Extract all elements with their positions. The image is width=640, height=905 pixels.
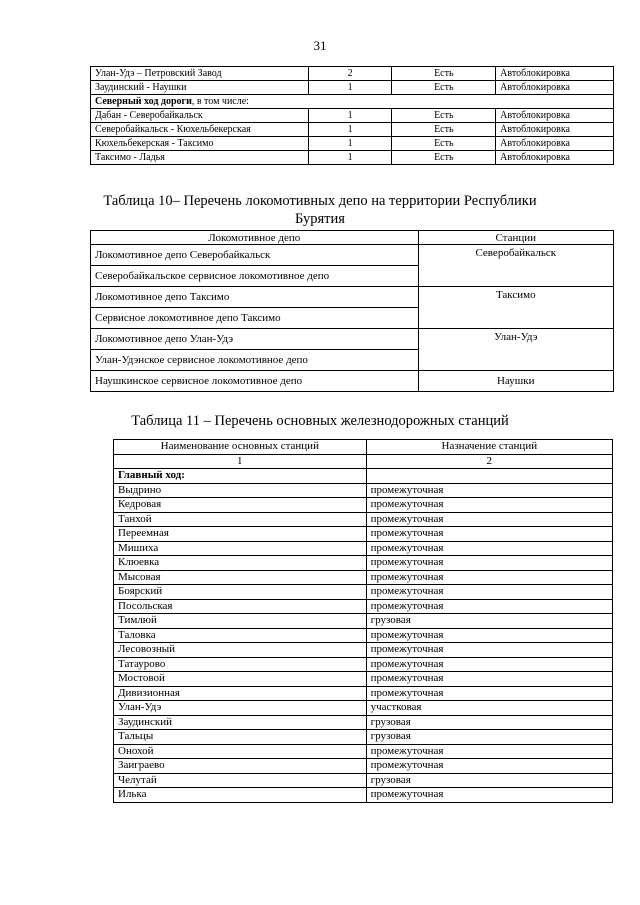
section-name-cell: Северобайкальск - Кюхельбекерская [91,123,309,137]
page-number: 31 [313,38,327,53]
station-cell: Таксимо [418,287,613,329]
track-count-cell: 1 [308,151,392,165]
station-name-cell: Заиграево [114,759,367,774]
table-row [114,730,613,745]
table-row [91,245,614,266]
station-purpose-cell: промежуточная [366,512,612,527]
table-row [114,744,613,759]
table-row [114,483,613,498]
station-name-cell: Челутай [114,773,367,788]
col-number-2: 2 [366,454,612,469]
table-row [114,657,613,672]
col-number-1: 1 [114,454,367,469]
depot-cell: Северобайкальское сервисное локомотивное депо [91,266,419,287]
track-count-cell: 1 [308,109,392,123]
station-purpose-cell: промежуточная [366,599,612,614]
station-purpose-cell: промежуточная [366,628,612,643]
section-name-cell: Улан-Удэ – Петровский Завод [91,67,309,81]
table-row [114,556,613,571]
station-purpose-cell: грузовая [366,715,612,730]
table-row [114,599,613,614]
section-label: Главный ход: [114,469,367,484]
table-row [91,151,614,165]
table-row [114,628,613,643]
station-name-cell: Таловка [114,628,367,643]
station-purpose-cell: промежуточная [366,744,612,759]
station-purpose-cell: промежуточная [366,657,612,672]
section-name-cell: Заудинский - Наушки [91,81,309,95]
station-name-cell: Мысовая [114,570,367,585]
depot-cell: Локомотивное депо Таксимо [91,287,419,308]
station-name-cell: Выдрино [114,483,367,498]
table11-caption: Таблица 11 – Перечень основных железнодорожных станций [131,413,509,429]
header-station: Станции [418,231,613,245]
availability-cell: Есть [392,137,496,151]
station-name-cell: Илька [114,788,367,803]
table-row [114,701,613,716]
station-name-cell: Татаурово [114,657,367,672]
table-row [91,67,614,81]
station-name-cell: Клюевка [114,556,367,571]
station-cell: Наушки [418,371,613,392]
station-name-cell: Дивизионная [114,686,367,701]
station-name-cell: Тимлюй [114,614,367,629]
table-row [114,570,613,585]
header-station-name: Наименование основных станций [114,440,367,455]
table-row [114,788,613,803]
track-count-cell: 1 [308,123,392,137]
section-row [91,95,614,109]
station-purpose-cell: грузовая [366,773,612,788]
table-row [114,585,613,600]
station-cell: Улан-Удэ [418,329,613,371]
section-label [91,95,614,109]
column-number-row [114,454,613,469]
station-purpose-cell: промежуточная [366,498,612,513]
station-name-cell: Посольская [114,599,367,614]
station-name-cell: Заудинский [114,715,367,730]
track-count-cell: 1 [308,137,392,151]
station-purpose-cell: промежуточная [366,643,612,658]
table-row [114,527,613,542]
block-type-cell: Автоблокировка [496,67,614,81]
table-row [114,715,613,730]
station-name-cell: Лесовозный [114,643,367,658]
section-name-cell: Дабан - Северобайкальск [91,109,309,123]
station-purpose-cell: участковая [366,701,612,716]
availability-cell: Есть [392,67,496,81]
section-label-rest: , в том числе: [191,95,249,107]
depot-cell: Улан-Удэнское сервисное локомотивное депо [91,350,419,371]
table-row [91,81,614,95]
station-purpose-cell: промежуточная [366,686,612,701]
station-name-cell: Онохой [114,744,367,759]
block-type-cell: Автоблокировка [496,81,614,95]
block-type-cell: Автоблокировка [496,123,614,137]
track-count-cell: 2 [308,67,392,81]
table10-caption-line2: Бурятия [295,211,345,227]
station-purpose-cell: промежуточная [366,570,612,585]
table-row [114,643,613,658]
station-purpose-cell: грузовая [366,614,612,629]
table-row [114,498,613,513]
depot-cell: Локомотивное депо Северобайкальск [91,245,419,266]
table-row [114,686,613,701]
station-name-cell: Кедровая [114,498,367,513]
station-name-cell: Мишиха [114,541,367,556]
section-label-bold: Северный ход дороги [95,95,192,107]
station-purpose-cell: промежуточная [366,541,612,556]
depot-cell: Сервисное локомотивное депо Таксимо [91,308,419,329]
depot-cell: Наушкинское сервисное локомотивное депо [91,371,419,392]
station-purpose-cell: промежуточная [366,759,612,774]
section-row [114,469,613,484]
table-row [114,759,613,774]
station-name-cell: Танхой [114,512,367,527]
locomotive-depots-table [90,230,614,392]
table-row [91,137,614,151]
station-name-cell: Переемная [114,527,367,542]
availability-cell: Есть [392,109,496,123]
station-name-cell: Улан-Удэ [114,701,367,716]
table-row [91,329,614,350]
depot-cell: Локомотивное депо Улан-Удэ [91,329,419,350]
table10-caption [0,192,640,228]
block-type-cell: Автоблокировка [496,109,614,123]
availability-cell: Есть [392,81,496,95]
table10-caption-line1: Таблица 10– Перечень локомотивных депо на территории Республики [103,193,537,209]
table-row [114,672,613,687]
table-row [114,614,613,629]
station-name-cell: Боярский [114,585,367,600]
station-purpose-cell: промежуточная [366,672,612,687]
station-purpose-cell: грузовая [366,730,612,745]
station-purpose-cell: промежуточная [366,585,612,600]
block-type-cell: Автоблокировка [496,151,614,165]
table-header-row [91,231,614,245]
availability-cell: Есть [392,123,496,137]
table-row [91,123,614,137]
station-purpose-cell: промежуточная [366,788,612,803]
table-row [91,371,614,392]
header-depot: Локомотивное депо [91,231,419,245]
station-purpose-cell: промежуточная [366,556,612,571]
track-count-cell: 1 [308,81,392,95]
station-name-cell: Мостовой [114,672,367,687]
table-row [91,287,614,308]
railway-sections-table [90,66,614,165]
table-row [91,109,614,123]
header-station-purpose: Назначение станций [366,440,612,455]
station-purpose-cell: промежуточная [366,527,612,542]
station-purpose-cell: промежуточная [366,483,612,498]
section-empty-cell [366,469,612,484]
table-row [114,773,613,788]
station-cell: Северобайкальск [418,245,613,287]
main-stations-table [113,439,613,803]
table-row [114,512,613,527]
section-name-cell: Таксимо - Ладья [91,151,309,165]
section-name-cell: Кюхельбекерская - Таксимо [91,137,309,151]
station-name-cell: Тальцы [114,730,367,745]
table-header-row [114,440,613,455]
block-type-cell: Автоблокировка [496,137,614,151]
availability-cell: Есть [392,151,496,165]
table-row [114,541,613,556]
